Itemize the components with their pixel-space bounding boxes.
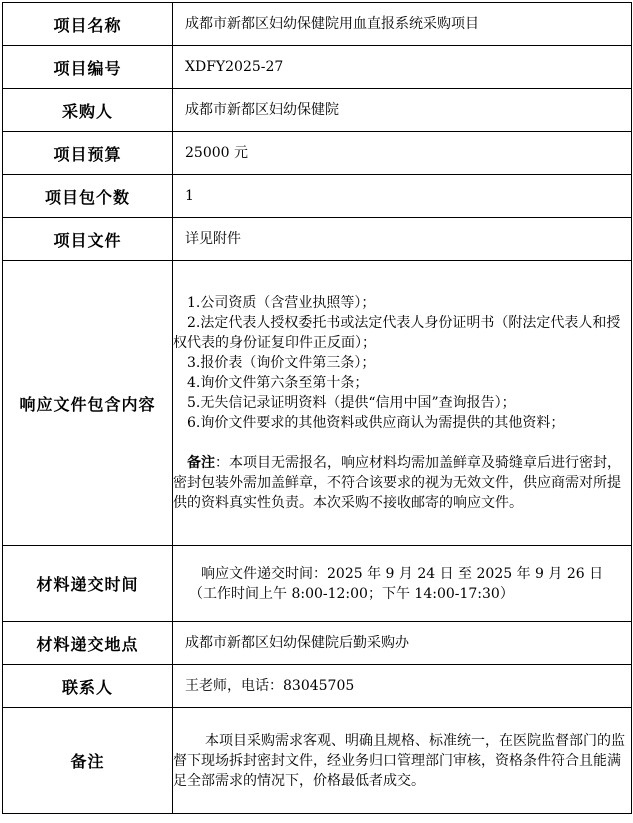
row-remark — [3, 708, 632, 814]
contact-label: 联系人 — [3, 665, 173, 708]
project-name-label: 项目名称 — [3, 3, 173, 46]
project-no-value: XDFY2025-27 — [173, 46, 632, 89]
response-item-1: 1.公司资质（含营业执照等）； — [187, 295, 376, 311]
files-label: 项目文件 — [3, 218, 173, 261]
response-item-4: 4.询价文件第六条至第十条； — [187, 375, 369, 391]
response-item-2: 2.法定代表人授权委托书或法定代表人身份证明书（附法定代表人和授权代表的身份证复印件正反面）； — [173, 315, 621, 351]
row-submit-place — [3, 622, 632, 665]
budget-label: 项目预算 — [3, 132, 173, 175]
remark-cell — [173, 708, 632, 814]
row-submit-time — [3, 546, 632, 622]
response-item-3: 3.报价表（询价文件第三条）； — [187, 355, 376, 371]
response-item-6: 6.询价文件要求的其他资料或供应商认为需提供的其他资料； — [187, 415, 565, 431]
submit-time-value — [173, 546, 632, 622]
project-name-value: 成都市新都区妇幼保健院用血直报系统采购项目 — [173, 3, 632, 46]
response-note-text: ：本项目无需报名，响应材料均需加盖鲜章及骑缝章后进行密封，密封包装外需加盖鲜章，不符合该要求的视为无效文件，供应商需对所提供的资料真实性负责。本次采购不接收邮寄的响应文件。 — [173, 455, 621, 511]
row-project-name — [3, 3, 632, 46]
response-note-title: 备注 — [187, 455, 215, 471]
project-no-label: 项目编号 — [3, 46, 173, 89]
row-files — [3, 218, 632, 261]
budget-value: 25000 元 — [173, 132, 632, 175]
contact-value: 王老师，电话：83045705 — [173, 665, 632, 708]
response-value — [173, 261, 632, 546]
submit-place-label: 材料递交地点 — [3, 622, 173, 665]
row-budget — [3, 132, 632, 175]
row-project-no — [3, 46, 632, 89]
row-packages — [3, 175, 632, 218]
remark-value: 本项目采购需求客观、明确且规格、标准统一，在医院监督部门的监督下现场拆封密封文件，经业务归口管理部门审核，资格条件符合且能满足全部需求的情况下，价格最低者成交。 — [173, 732, 625, 789]
files-value: 详见附件 — [173, 218, 632, 261]
response-note — [173, 453, 629, 513]
response-label: 响应文件包含内容 — [3, 261, 173, 546]
submit-time-line2: （工作时间上午 8:00-12:00；下午 14:00-17:30） — [189, 585, 514, 602]
packages-value: 1 — [173, 175, 632, 218]
submit-time-label: 材料递交时间 — [3, 546, 173, 622]
response-item-5: 5.无失信记录证明资料（提供“信用中国”查询报告）； — [187, 395, 516, 411]
purchaser-label: 采购人 — [3, 89, 173, 132]
row-purchaser — [3, 89, 632, 132]
row-response — [3, 261, 632, 546]
remark-label: 备注 — [3, 708, 173, 814]
purchaser-value: 成都市新都区妇幼保健院 — [173, 89, 632, 132]
submit-time-line1: 响应文件递交时间：2025 年 9 月 24 日 至 2025 年 9 月 26 日 — [201, 565, 604, 582]
packages-label: 项目包个数 — [3, 175, 173, 218]
row-contact — [3, 665, 632, 708]
procurement-info-table — [2, 2, 632, 814]
submit-place-value: 成都市新都区妇幼保健院后勤采购办 — [173, 622, 632, 665]
